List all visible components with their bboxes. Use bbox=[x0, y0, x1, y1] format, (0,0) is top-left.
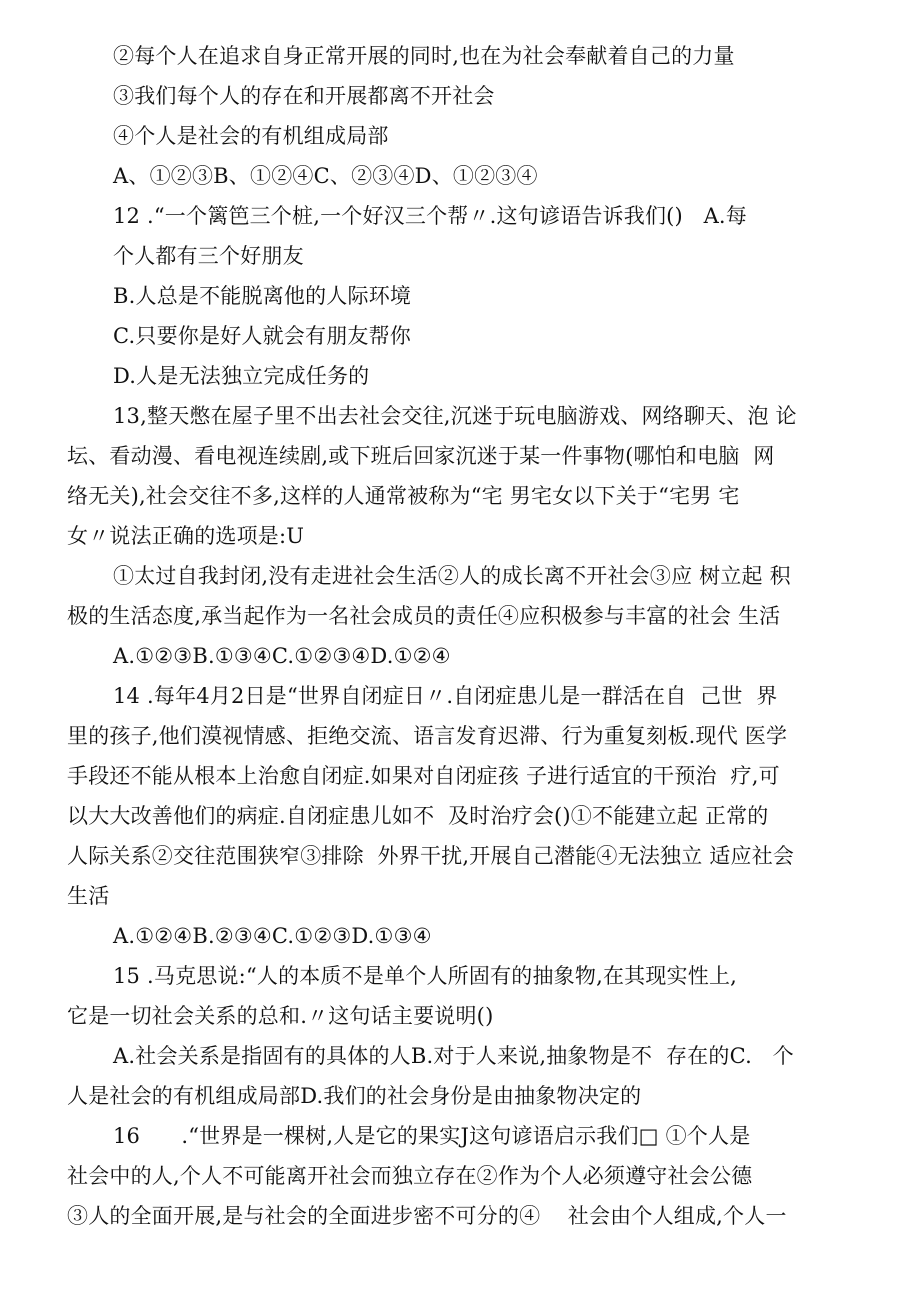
text-line: 络无关),社会交往不多,这样的人通常被称为“宅 男宅女以下关于“宅男 宅 bbox=[67, 484, 740, 508]
text-line: 以大大改善他们的病症.自闭症患儿如不 及时治疗会()①不能建立起 正常的 bbox=[67, 804, 769, 828]
text-line: ④个人是社会的有机组成局部 bbox=[113, 124, 389, 148]
text-line: A.①②④B.②③④C.①②③D.①③④ bbox=[113, 924, 432, 948]
text-line: ③我们每个人的存在和开展都离不开社会 bbox=[113, 84, 495, 108]
text-line: 人际关系②交往范围狭窄③排除 外界干扰,开展自己潜能④无法独立 适应社会 bbox=[67, 844, 795, 868]
text-line: 里的孩子,他们漠视情感、拒绝交流、语言发育迟滞、行为重复刻板.现代 医学 bbox=[67, 724, 788, 748]
text-line: A.社会关系是指固有的具体的人B.对于人来说,抽象物是不 存在的C. 个 bbox=[113, 1044, 794, 1068]
text-line: A.①②③B.①③④C.①②③④D.①②④ bbox=[113, 644, 451, 668]
text-line: 极的生活态度,承当起作为一名社会成员的责任④应积极参与丰富的社会 生活 bbox=[67, 604, 781, 628]
text-line: C.只要你是好人就会有朋友帮你 bbox=[113, 324, 411, 348]
text-line: 手段还不能从根本上治愈自闭症.如果对自闭症孩 子进行适宜的干预治 疗,可 bbox=[67, 764, 780, 788]
text-line: 14 .每年4月2日是“世界自闭症日〃.自闭症患儿是一群活在自 己世 界 bbox=[113, 684, 778, 708]
text-line: 16 .“世界是一棵树,人是它的果实J这句谚语启示我们□ ①个人是 bbox=[113, 1124, 751, 1148]
text-line: 个人都有三个好朋友 bbox=[113, 244, 304, 268]
text-line: 它是一切社会关系的总和.〃这句话主要说明() bbox=[67, 1004, 494, 1028]
text-line: ③人的全面开展,是与社会的全面进步密不可分的④ 社会由个人组成,个人一 bbox=[67, 1204, 787, 1228]
text-line: ②每个人在追求自身正常开展的同时,也在为社会奉献着自己的力量 bbox=[113, 44, 735, 68]
text-line: 人是社会的有机组成局部D.我们的社会身份是由抽象物决定的 bbox=[67, 1084, 642, 1108]
text-line: 13,整天憋在屋子里不出去社会交往,沉迷于玩电脑游戏、网络聊天、泡 论 bbox=[113, 404, 797, 428]
text-line: 坛、看动漫、看电视连续剧,或下班后回家沉迷于某一件事物(哪怕和电脑 网 bbox=[67, 444, 775, 468]
text-line: B.人总是不能脱离他的人际环境 bbox=[113, 284, 412, 308]
text-line: 女〃说法正确的选项是:U bbox=[67, 524, 305, 548]
text-line: 社会中的人,个人不可能离开社会而独立存在②作为个人必须遵守社会公德 bbox=[67, 1164, 753, 1188]
text-line: 15 .马克思说:“人的本质不是单个人所固有的抽象物,在其现实性上, bbox=[113, 964, 738, 988]
text-line: 12 .“一个篱笆三个桩,一个好汉三个帮〃.这句谚语告诉我们() A.每 bbox=[113, 204, 748, 228]
text-line: A、①②③B、①②④C、②③④D、①②③④ bbox=[113, 164, 538, 188]
text-line: ①太过自我封闭,没有走进社会生活②人的成长离不开社会③应 树立起 积 bbox=[113, 564, 791, 588]
text-line: D.人是无法独立完成任务的 bbox=[113, 364, 370, 388]
text-line: 生活 bbox=[67, 884, 110, 908]
